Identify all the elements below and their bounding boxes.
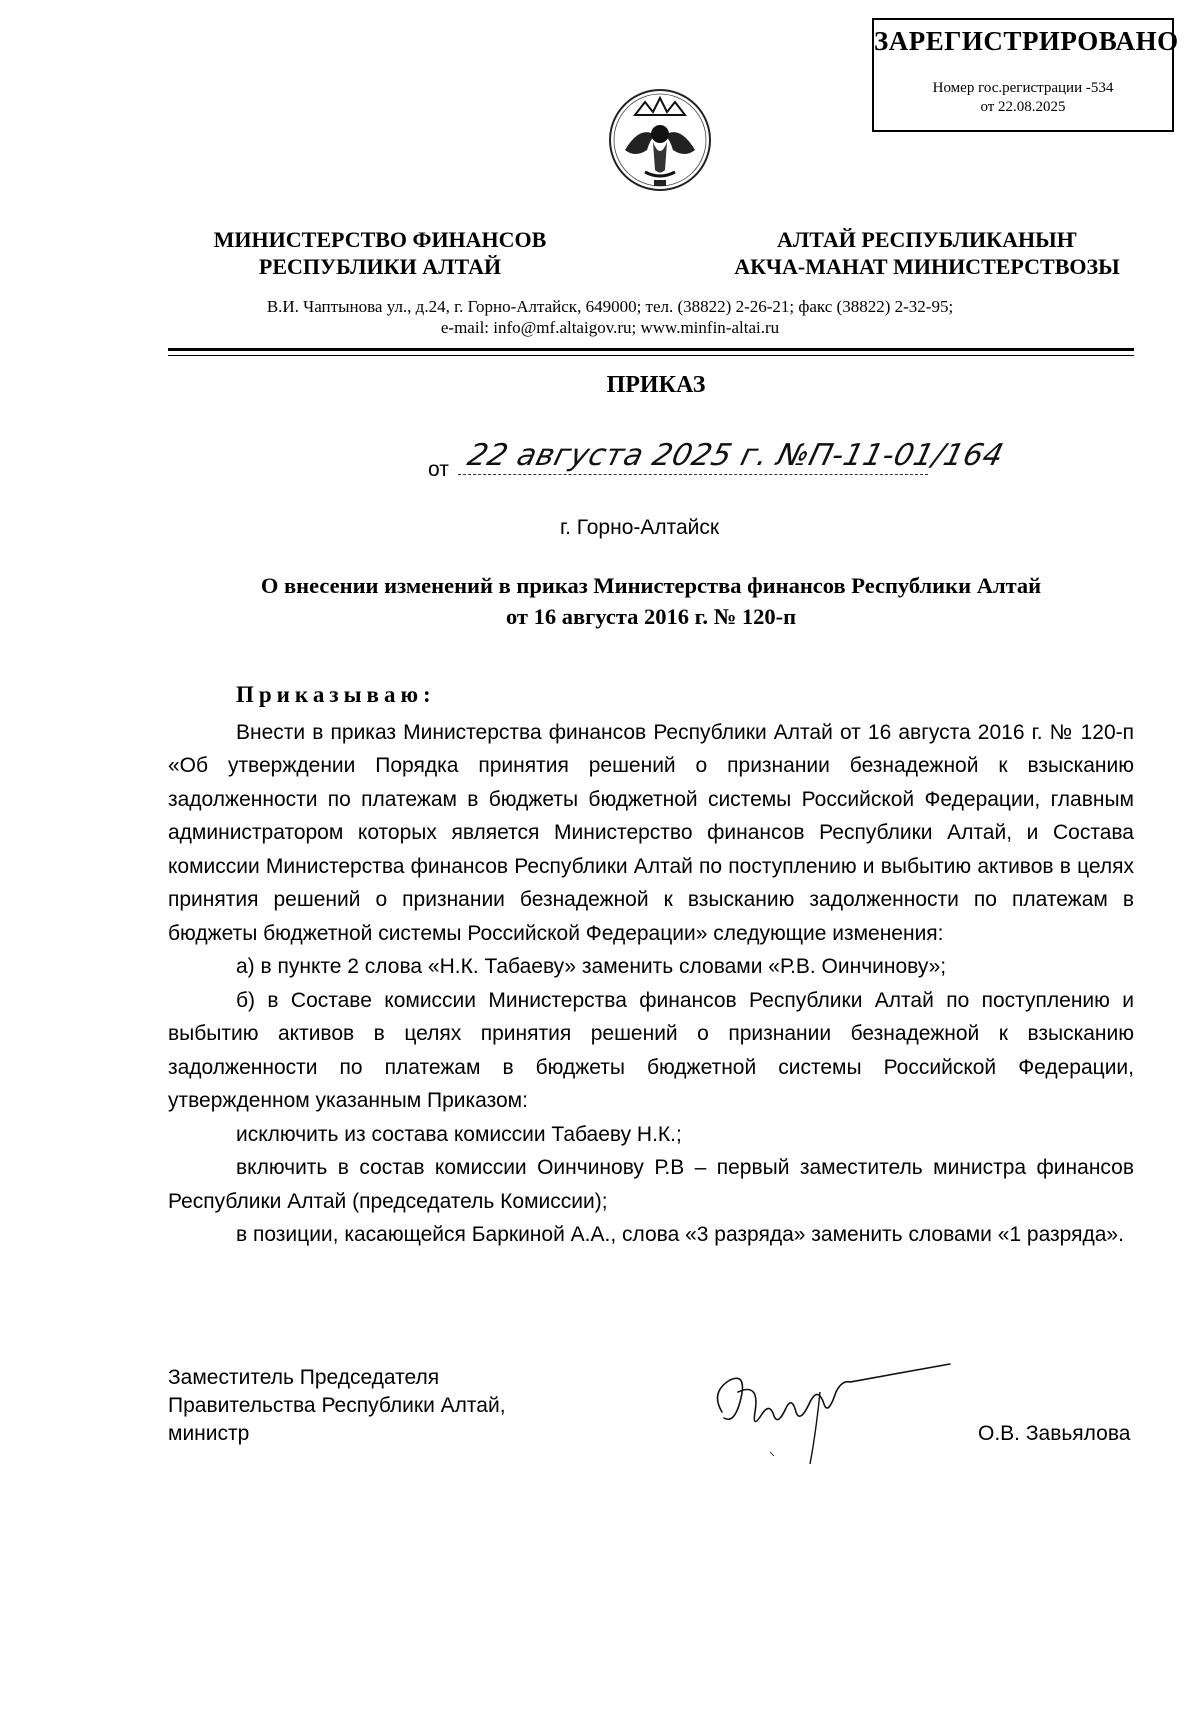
address-line1: В.И. Чаптынова ул., д.24, г. Горно-Алтайск, 649000; тел. (38822) 2-26-21; факс (38822) 2-32-95; — [266, 297, 954, 316]
document-type-title: ПРИКАЗ — [606, 372, 706, 398]
order-intro-paragraph: Внести в приказ Министерства финансов Республики Алтай от 16 августа 2016 г. № 120-п «Об утверждении Порядка принятия решений о признании безнадежной к взысканию задолженности по платежам в бюджеты бюджетной системы Российской Федерации, главным администратором которых является Министерство финансов Республики Алтай, и Состава комиссии Министерства финансов Республики Алтай по поступлению и выбытию активов в целях принятия решений о признании безнадежной к взысканию задолженности по платежам в бюджеты бюджетной системы Российской Федерации» следующие изменения: — [168, 720, 1134, 945]
header-divider-thin — [168, 355, 1134, 356]
address-line2: e-mail: info@mf.altaigov.ru; www.minfin-altai.ru — [440, 318, 780, 337]
date-prefix: от — [428, 458, 449, 481]
ministry-name-ru-line1: МИНИСТЕРСТВО ФИНАНСОВ — [213, 227, 547, 252]
ministry-name-ru-line2: РЕСПУБЛИКИ АЛТАЙ — [258, 254, 502, 279]
handwritten-date-number: 22 августа 2025 г. №П-11-01/164 — [464, 438, 1008, 473]
ministry-name-alt — [692, 226, 1162, 280]
city-name: г. Горно-Алтайск — [560, 516, 720, 539]
order-word: Приказываю: — [236, 682, 436, 707]
signer-title-line3: министр — [168, 1422, 250, 1445]
order-subject — [168, 570, 1134, 632]
stamp-title: ЗАРЕГИСТРИРОВАНО — [874, 26, 1179, 56]
subject-line2: от 16 августа 2016 г. № 120-п — [505, 604, 797, 629]
signer-title-line2: Правительства Республики Алтай, — [168, 1394, 506, 1417]
stamp-reg-date: от 22.08.2025 — [980, 99, 1066, 115]
signer-title — [168, 1364, 506, 1448]
subject-line1: О внесении изменений в приказ Министерства финансов Республики Алтай — [260, 573, 1042, 598]
signer-name: О.В. Завьялова — [978, 1422, 1131, 1445]
altai-republic-emblem-icon — [605, 80, 715, 200]
order-date-line — [428, 438, 1008, 514]
ministry-name-ru — [180, 226, 580, 280]
order-position-change: в позиции, касающейся Баркиной А.А., слова «3 разряда» заменить словами «1 разряда». — [236, 1223, 1124, 1246]
registration-stamp — [872, 18, 1179, 132]
order-include: включить в состав комиссии Оинчинову Р.В – первый заместитель министра финансов Республики Алтай (председатель Комиссии); — [168, 1156, 1134, 1213]
ministry-address — [160, 296, 1060, 338]
handwritten-signature — [700, 1352, 960, 1472]
header-divider-thick — [168, 348, 1134, 351]
ministry-name-alt-line2: АКЧА-МАНАТ МИНИСТЕРСТВОЗЫ — [734, 254, 1120, 279]
order-item-b: б) в Составе комиссии Министерства финансов Республики Алтай по поступлению и выбытию активов в целях принятия решений о признании безнадежной к взысканию задолженности по платежам в бюджеты бюджетной системы Российской Федерации, утвержденном указанным Приказом: — [168, 988, 1134, 1112]
order-body — [168, 678, 1134, 1252]
order-exclude: исключить из состава комиссии Табаеву Н.К.; — [236, 1122, 682, 1146]
stamp-reg-number: Номер гос.регистрации -534 — [932, 80, 1114, 96]
ministry-name-alt-line1: АЛТАЙ РЕСПУБЛИКАНЫҤ — [777, 227, 1077, 252]
order-item-a: а) в пункте 2 слова «Н.К. Табаеву» заменить словами «Р.В. Оинчинову»; — [236, 955, 947, 978]
signer-title-line1: Заместитель Председателя — [168, 1366, 440, 1389]
